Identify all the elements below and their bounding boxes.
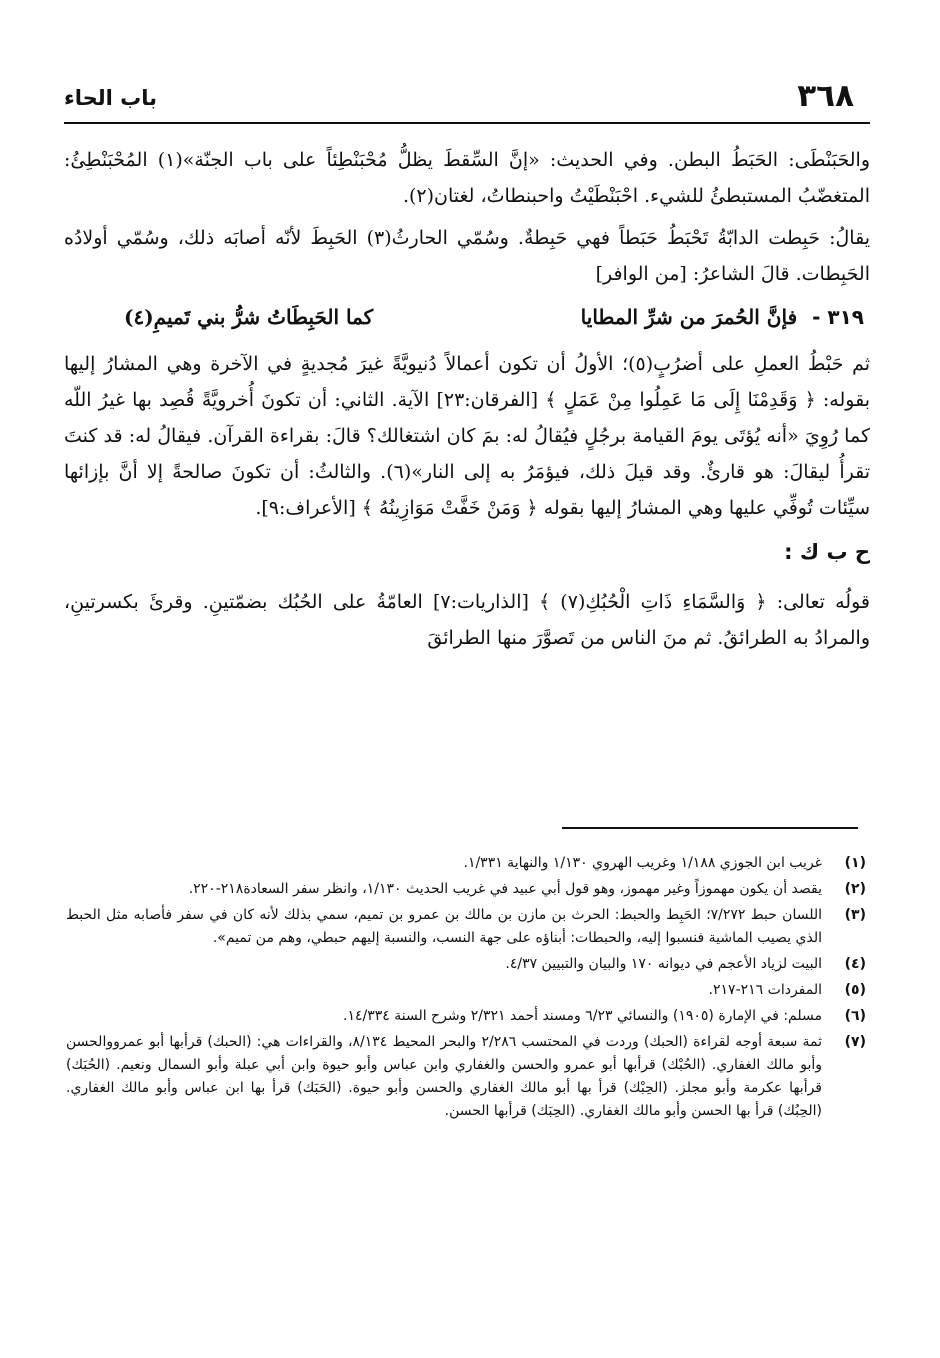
page-header — [64, 72, 870, 124]
footnotes — [66, 852, 866, 1126]
footnote-1 — [66, 852, 866, 875]
paragraph-habitat: يقالُ: حَبِطت الدابّةُ تَحْبَطُ حَبَطاً فهي حَبِطةٌ. وسُمّي الحارثُ(٣) الحَبِطَ لأنّه أصابَه ذلك، وسُمّي أولادُه الحَبِطات. قالَ الشاعرُ: [من الوافر] — [64, 227, 870, 285]
verse-hemistich-2: كما الحَبِطَاتُ شرُّ بني تَميمِ(٤) — [124, 305, 374, 329]
footnote-marker: (٤) — [844, 956, 866, 972]
page-number: ٣٦٨ — [797, 78, 854, 114]
footnote-text: المفردات ٢١٦-٢١٧. — [708, 982, 822, 998]
footnote-text: غريب ابن الجوزي ١/١٨٨ وغريب الهروي ١/١٣٠ والنهاية ١/٣٣١. — [463, 855, 822, 871]
footnote-text: اللسان حبط ٧/٢٧٢؛ الحَبِط والحبط: الحرث بن مازن بن مالك بن عمرو بن تميم، سمي بذلك لأنه كان في سفر فأصابه مثل الحبط الذي يصيب الماشية فنسبوا إليه، والحبطات: أبناؤه على جهة النسب، والنسبة إليهم حبطي، وهم من تميم». — [66, 907, 822, 946]
footnote-text: يقصد أن يكون مهموزاً وغير مهموز، وهو قول أبي عبيد في غريب الحديث ١/١٣٠، وانظر سفر السعادة٢١٨-٢٢٠. — [188, 881, 822, 897]
footnote-marker: (٥) — [844, 982, 866, 998]
footnote-marker: (٧) — [844, 1034, 866, 1050]
footnote-3 — [66, 904, 866, 950]
book-page — [64, 72, 870, 662]
footnote-marker: (٦) — [844, 1008, 866, 1024]
footnote-marker: (٢) — [844, 881, 866, 897]
running-title: باب الحاء — [64, 86, 158, 110]
verse-hemistich-1: فإنَّ الحُمرَ من شرِّ المطايا — [580, 305, 798, 329]
footnote-6 — [66, 1005, 866, 1028]
main-text — [64, 142, 870, 656]
footnote-5 — [66, 979, 866, 1002]
footnote-4 — [66, 953, 866, 976]
section-root-heading: ح ب ك : — [784, 540, 870, 564]
verse-first-half — [581, 298, 864, 336]
footnote-text: البيت لزياد الأعجم في ديوانه ١٧٠ والبيان والتبيين ٤/٣٧. — [505, 956, 822, 972]
paragraph-habanta: والحَبَنْطَى: الحَبَطُ البطن. وفي الحديث: «إنَّ السِّقطَ يظلُّ مُحْبَنْطِئاً على باب الجنّة»(١) المُحْبَنْطِئُ: المتغضّبُ المستبطئُ للشيء. احْبَنْطَيْتُ واحبنطاتُ، لغتان(٢). — [64, 149, 870, 207]
poetry-verse — [124, 298, 864, 336]
footnote-separator — [562, 827, 858, 829]
paragraph-habt-al-amal: ثم حَبْطُ العملِ على أضرُبٍ(٥)؛ الأولُ أن تكون أعمالاً دُنيويَّةً غيرَ مُجديةٍ في الآخرة وهي المشارُ إليها بقوله: ﴿ وَقَدِمْنَا إِلَى مَا عَمِلُوا مِنْ عَمَلٍ ﴾ [الفرقان:٢٣] الآية. الثاني: أن تكونَ أُخرويَّةً قُصِد بها غيرُ اللّه كما رُوِيَ «أنه يُؤتَى يومَ القيامة برجُلٍ فيُقالُ له: بمَ كان اشتغالك؟ قالَ: بقراءة القرآن. فيقالُ له: قد كنتَ تقرأُ ليقالَ: هو قارئٌ. وقد قيلَ ذلك، فيؤمَرُ به إلى النار»(٦). والثالثُ: أن تكونَ صالحةً إلا أنَّ بإزائها سيِّئات تُوفِّي عليها وهي المشارُ إليها بقوله ﴿ وَمَنْ خَفَّتْ مَوَازِينُهُ ﴾ [الأعراف:٩]. — [64, 353, 871, 519]
paragraph-hubuk: قولُه تعالى: ﴿ وَالسَّمَاءِ ذَاتِ الْحُبُكِ(٧) ﴾ [الذاريات:٧] العامّةُ على الحُبُك بضمّتينِ. وقرئَ بكسرتينِ، والمرادُ به الطرائقُ. ثم منَ الناس من تَصوَّرَ منها الطرائقَ — [64, 591, 870, 649]
footnote-text: مسلم: في الإمارة (١٩٠٥) والنسائي ٦/٢٣ ومسند أحمد ٢/٣٢١ وشرح السنة ١٤/٣٣٤. — [343, 1008, 822, 1024]
footnote-7 — [66, 1031, 866, 1123]
footnote-marker: (٣) — [844, 907, 866, 923]
footnote-2 — [66, 878, 866, 901]
footnote-marker: (١) — [844, 855, 866, 871]
footnote-text: ثمة سبعة أوجه لقراءة (الحبك) وردت في المحتسب ٢/٢٨٦ والبحر المحيط ٨/١٣٤، والقراءات هي: (الحبك) قرأبها أبو عمرووالحسن وأبو مالك الغفاري. (الحُبْك) قرأبها أبو عمرو والحسن والغفاري وابن عباس وأبو حيوة وابن أبي عبلة وأبو السمال ونعيم. (الحُبَك) قرأبها عكرمة وأبو مجلز. (الحِبْك) قرأ بها أبو مالك الغفاري والحسن وأبو حيوة. (الحَبَك) قرأ بها ابن عباس وأبو مالك الغفاري. (الحِبُك) قرأ بها الحسن وأبو مالك الغفاري. (الحِبَك) قرأبها الحسن. — [66, 1034, 822, 1119]
verse-number: ٣١٩ - — [812, 305, 864, 329]
